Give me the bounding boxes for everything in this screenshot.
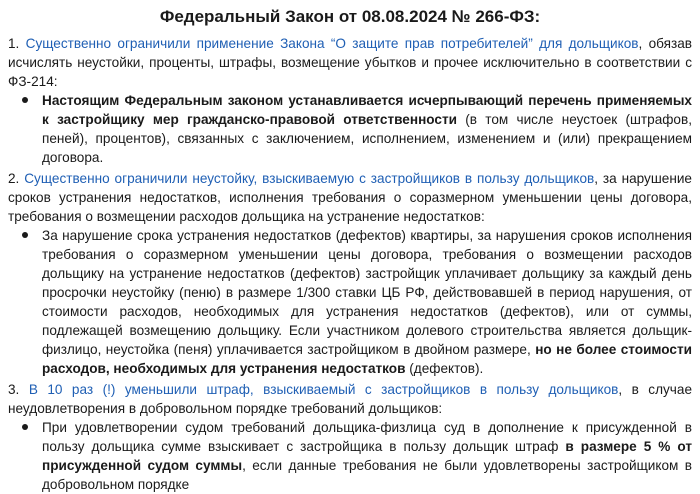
section-3-bullets <box>8 418 692 494</box>
section-2-bullet-text-end: (дефектов). <box>405 361 484 376</box>
section-1-bullet-text: (в том числе неустоек (штрафов, пеней), процентов), связанных с заключением, исполнением, изменением и (или) прекращением договора. <box>42 112 692 165</box>
section-1-number: 1. <box>8 36 20 51</box>
section-3-lead: В 10 раз (!) уменьшили штраф, взыскиваемый с застройщиков в пользу дольщиков <box>28 382 619 397</box>
section-1-bullets <box>8 91 692 167</box>
bullet-icon <box>22 424 28 430</box>
section-2-rest: , за нарушение сроков устранения недостатков, исполнения требования о соразмерном уменьшении цены договора, требования о возмещении расходов дольщика на устранение недостатков: <box>8 171 692 224</box>
section-1-rest: , обязав исчислять неустойки, проценты, штрафы, возмещение убытков и прочее исключительно в соответствии с ФЗ-214: <box>8 36 693 89</box>
section-2-lead: Существенно ограничили неустойку, взыскиваемую с застройщиков в пользу дольщиков <box>24 171 595 186</box>
section-3-paragraph <box>8 380 692 418</box>
section-1-paragraph <box>8 34 692 91</box>
bullet-icon <box>22 97 28 103</box>
bullet-icon <box>22 232 28 238</box>
section-1 <box>8 34 692 167</box>
section-2-bullets <box>8 226 692 378</box>
section-2-bullet-text: За нарушение срока устранения недостатков (дефектов) квартиры, за нарушения сроков исполнения требования о соразмерном уменьшении цены договора, требования о возмещении расходов дольщику на устранение недостатков (дефектов) застройщик уплачивает дольщику за каждый день просрочки неустойку (пеню) в размере 1/300 ставки ЦБ РФ, действовавшей в период нарушения, от стоимости расходов, необходимых для устранения недостатков (дефектов), или от суммы, подлежащей возмещению дольщику. Если участником долевого строительства является дольщик-физлицо, неустойка (пеня) уплачивается застройщиком в двойном размере, <box>42 228 692 357</box>
section-2 <box>8 169 692 378</box>
section-1-lead: Существенно ограничили применение Закона “О защите прав потребителей” для дольщиков <box>25 36 639 51</box>
section-3-bullet-bold: в размере 5 % от присужденной судом суммы <box>42 439 692 473</box>
section-2-bullet <box>8 226 692 378</box>
section-3-rest: , в случае неудовлетворения в добровольном порядке требований дольщиков: <box>8 382 693 416</box>
section-3-bullet <box>8 418 692 494</box>
section-3-bullet-text: При удовлетворении судом требований дольщика-физлица суд в дополнение к присужденной в пользу дольщика сумме взыскивает с застройщика в пользу дольщик штраф <box>42 420 692 454</box>
section-1-bullet-bold: Настоящим Федеральным законом устанавливается исчерпывающий перечень применяемых к застройщику мер гражданско-правовой ответственности <box>42 93 692 127</box>
document-title: Федеральный Закон от 08.08.2024 № 266-ФЗ: <box>159 7 541 26</box>
section-3 <box>8 380 692 494</box>
section-2-bullet-bold: но не более стоимости расходов, необходимых для устранения недостатков <box>42 342 692 376</box>
section-2-paragraph <box>8 169 692 226</box>
section-3-number: 3. <box>8 382 20 397</box>
section-2-number: 2. <box>8 171 20 186</box>
section-3-bullet-text-end: , если данные требования не были удовлетворены застройщиком в добровольном порядке <box>42 458 692 492</box>
section-1-bullet <box>8 91 692 167</box>
